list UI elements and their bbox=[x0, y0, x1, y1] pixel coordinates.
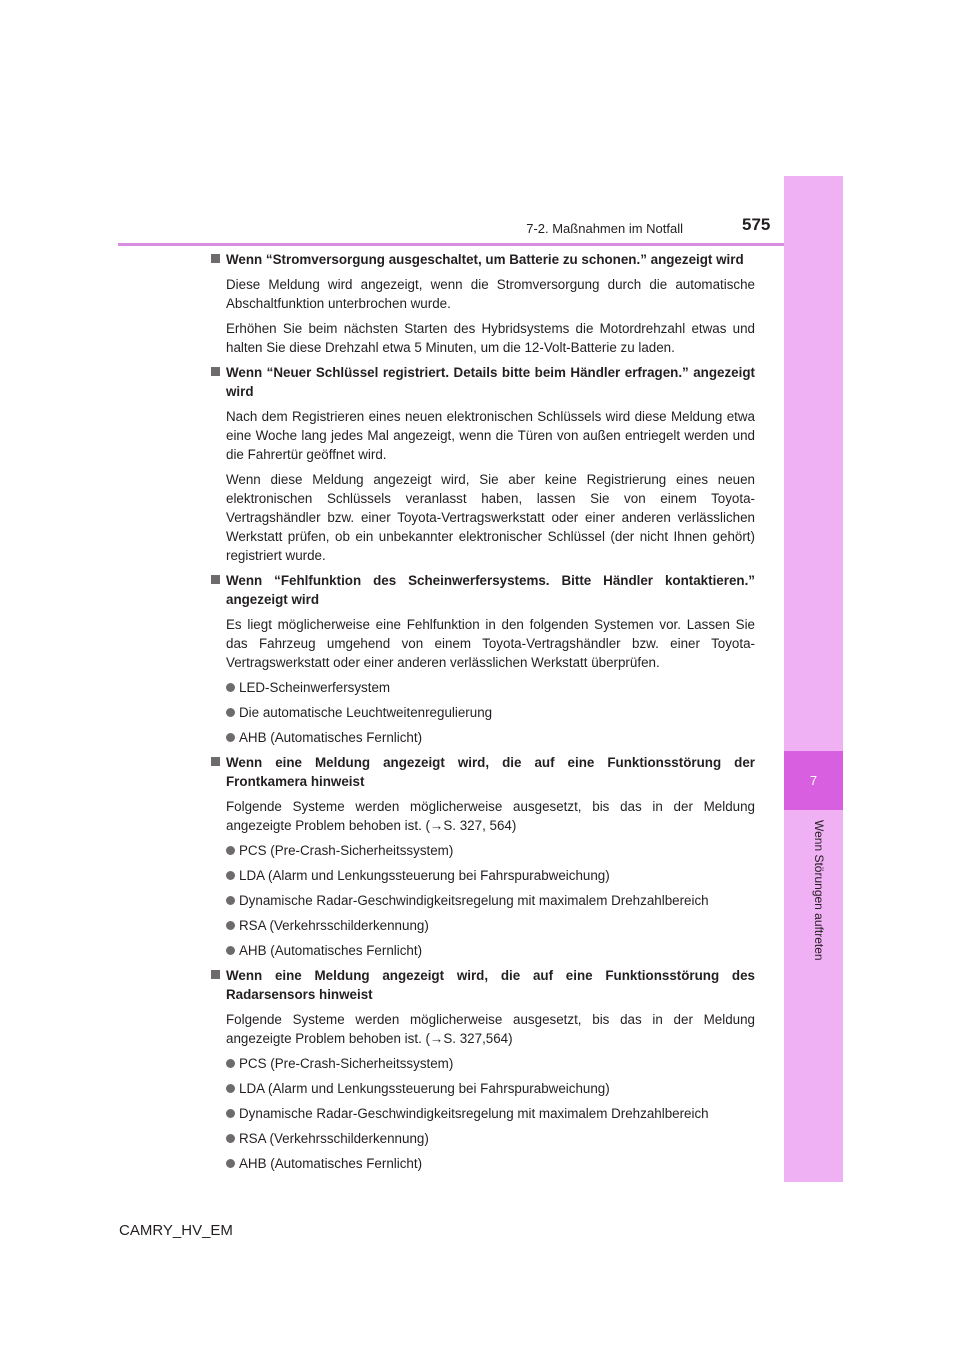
square-bullet-icon bbox=[211, 970, 220, 979]
header-section-title: 7-2. Maßnahmen im Notfall bbox=[526, 221, 683, 236]
section-paragraph: Es liegt möglicherweise eine Fehlfunktion in den folgenden Systemen vor. Lassen Sie das Fahrzeug umgehend von einem Toyota-Vertragshändler bzw. einer Toyota-Vertragswerkstatt oder einer anderen verlässlichen Werkstatt überprüfen. bbox=[226, 617, 755, 670]
document-model-code: CAMRY_HV_EM bbox=[119, 1222, 233, 1239]
list-item bbox=[211, 1154, 755, 1173]
content-section bbox=[211, 753, 755, 960]
list-item bbox=[211, 703, 755, 722]
content-section bbox=[211, 363, 755, 565]
list-item-text: AHB (Automatisches Fernlicht) bbox=[239, 730, 423, 745]
chapter-number-badge: 7 bbox=[784, 751, 843, 810]
round-bullet-icon bbox=[226, 1109, 235, 1118]
list-item bbox=[211, 1129, 755, 1148]
section-paragraph: Folgende Systeme werden möglicherweise ausgesetzt, bis das in der Meldung angezeigte Problem behoben ist. (→S. 327, 564) bbox=[226, 799, 755, 833]
round-bullet-icon bbox=[226, 733, 235, 742]
round-bullet-icon bbox=[226, 1084, 235, 1093]
round-bullet-icon bbox=[226, 896, 235, 905]
list-item bbox=[211, 841, 755, 860]
section-paragraph: Erhöhen Sie beim nächsten Starten des Hybridsystems die Motordrehzahl etwas und halten Sie diese Drehzahl etwa 5 Minuten, um die 12-Volt-Batterie zu laden. bbox=[226, 321, 755, 355]
list-item-text: LED-Scheinwerfersystem bbox=[239, 680, 391, 695]
chapter-side-tab bbox=[784, 176, 843, 1182]
list-item bbox=[211, 891, 755, 910]
section-paragraph: Diese Meldung wird angezeigt, wenn die Stromversorgung durch die automatische Abschaltfunktion unterbrochen wurde. bbox=[226, 277, 755, 311]
section-heading bbox=[211, 753, 755, 791]
list-item bbox=[211, 1104, 755, 1123]
list-item-text: AHB (Automatisches Fernlicht) bbox=[239, 1156, 423, 1171]
square-bullet-icon bbox=[211, 254, 220, 263]
header-divider bbox=[118, 243, 784, 246]
page-number: 575 bbox=[742, 215, 771, 234]
round-bullet-icon bbox=[226, 846, 235, 855]
round-bullet-icon bbox=[226, 1134, 235, 1143]
round-bullet-icon bbox=[226, 1059, 235, 1068]
list-item-text: LDA (Alarm und Lenkungssteuerung bei Fahrspurabweichung) bbox=[239, 1081, 610, 1096]
square-bullet-icon bbox=[211, 575, 220, 584]
section-heading-text: Wenn eine Meldung angezeigt wird, die auf eine Funktionsstörung der Frontkamera hinweist bbox=[226, 755, 755, 789]
section-paragraph: Wenn diese Meldung angezeigt wird, Sie aber keine Registrierung eines neuen elektronischen Schlüssels veranlasst haben, lassen Sie von einem Toyota-Vertragshändler bzw. einer Toyota-Vertragswerkstatt oder einer anderen verlässlichen Werkstatt prüfen, ob ein unbekannter elektronischer Schlüssel (der nicht Ihnen gehört) registriert wurde. bbox=[226, 472, 755, 563]
page-body bbox=[211, 250, 755, 1179]
chapter-title-vertical: Wenn Störungen auftreten bbox=[812, 820, 826, 961]
list-item-text: Dynamische Radar-Geschwindigkeitsregelung mit maximalem Drehzahlbereich bbox=[239, 1106, 709, 1121]
list-item bbox=[211, 678, 755, 697]
list-item bbox=[211, 728, 755, 747]
list-item-text: PCS (Pre-Crash-Sicherheitssystem) bbox=[239, 1056, 454, 1071]
round-bullet-icon bbox=[226, 921, 235, 930]
list-item-text: RSA (Verkehrsschilderkennung) bbox=[239, 918, 429, 933]
round-bullet-icon bbox=[226, 683, 235, 692]
square-bullet-icon bbox=[211, 757, 220, 766]
list-item bbox=[211, 941, 755, 960]
list-item-text: RSA (Verkehrsschilderkennung) bbox=[239, 1131, 429, 1146]
section-heading-text: Wenn “Fehlfunktion des Scheinwerfersystems. Bitte Händler kontaktieren.” angezeigt wird bbox=[226, 573, 755, 607]
section-paragraph: Nach dem Registrieren eines neuen elektronischen Schlüssels wird diese Meldung etwa eine Woche lang jedes Mal angezeigt, wenn die Türen von außen entriegelt werden und die Fahrertür geöffnet wird. bbox=[226, 409, 755, 462]
section-heading bbox=[211, 363, 755, 401]
list-item-text: Die automatische Leuchtweitenregulierung bbox=[239, 705, 493, 720]
list-item-text: LDA (Alarm und Lenkungssteuerung bei Fahrspurabweichung) bbox=[239, 868, 610, 883]
section-heading bbox=[211, 571, 755, 609]
round-bullet-icon bbox=[226, 1159, 235, 1168]
round-bullet-icon bbox=[226, 946, 235, 955]
round-bullet-icon bbox=[226, 871, 235, 880]
section-heading-text: Wenn “Stromversorgung ausgeschaltet, um Batterie zu schonen.” angezeigt wird bbox=[226, 252, 744, 267]
list-item bbox=[211, 1079, 755, 1098]
section-heading-text: Wenn “Neuer Schlüssel registriert. Details bitte beim Händler erfragen.” angezeigt wird bbox=[226, 365, 755, 399]
list-item bbox=[211, 916, 755, 935]
content-section bbox=[211, 250, 755, 357]
list-item-text: PCS (Pre-Crash-Sicherheitssystem) bbox=[239, 843, 454, 858]
list-item bbox=[211, 1054, 755, 1073]
list-item-text: Dynamische Radar-Geschwindigkeitsregelung mit maximalem Drehzahlbereich bbox=[239, 893, 709, 908]
section-heading-text: Wenn eine Meldung angezeigt wird, die auf eine Funktionsstörung des Radarsensors hinweist bbox=[226, 968, 755, 1002]
list-item-text: AHB (Automatisches Fernlicht) bbox=[239, 943, 423, 958]
section-heading bbox=[211, 250, 755, 269]
content-section bbox=[211, 571, 755, 747]
round-bullet-icon bbox=[226, 708, 235, 717]
content-section bbox=[211, 966, 755, 1173]
section-heading bbox=[211, 966, 755, 1004]
list-item bbox=[211, 866, 755, 885]
section-paragraph: Folgende Systeme werden möglicherweise ausgesetzt, bis das in der Meldung angezeigte Problem behoben ist. (→S. 327,564) bbox=[226, 1012, 755, 1046]
square-bullet-icon bbox=[211, 367, 220, 376]
